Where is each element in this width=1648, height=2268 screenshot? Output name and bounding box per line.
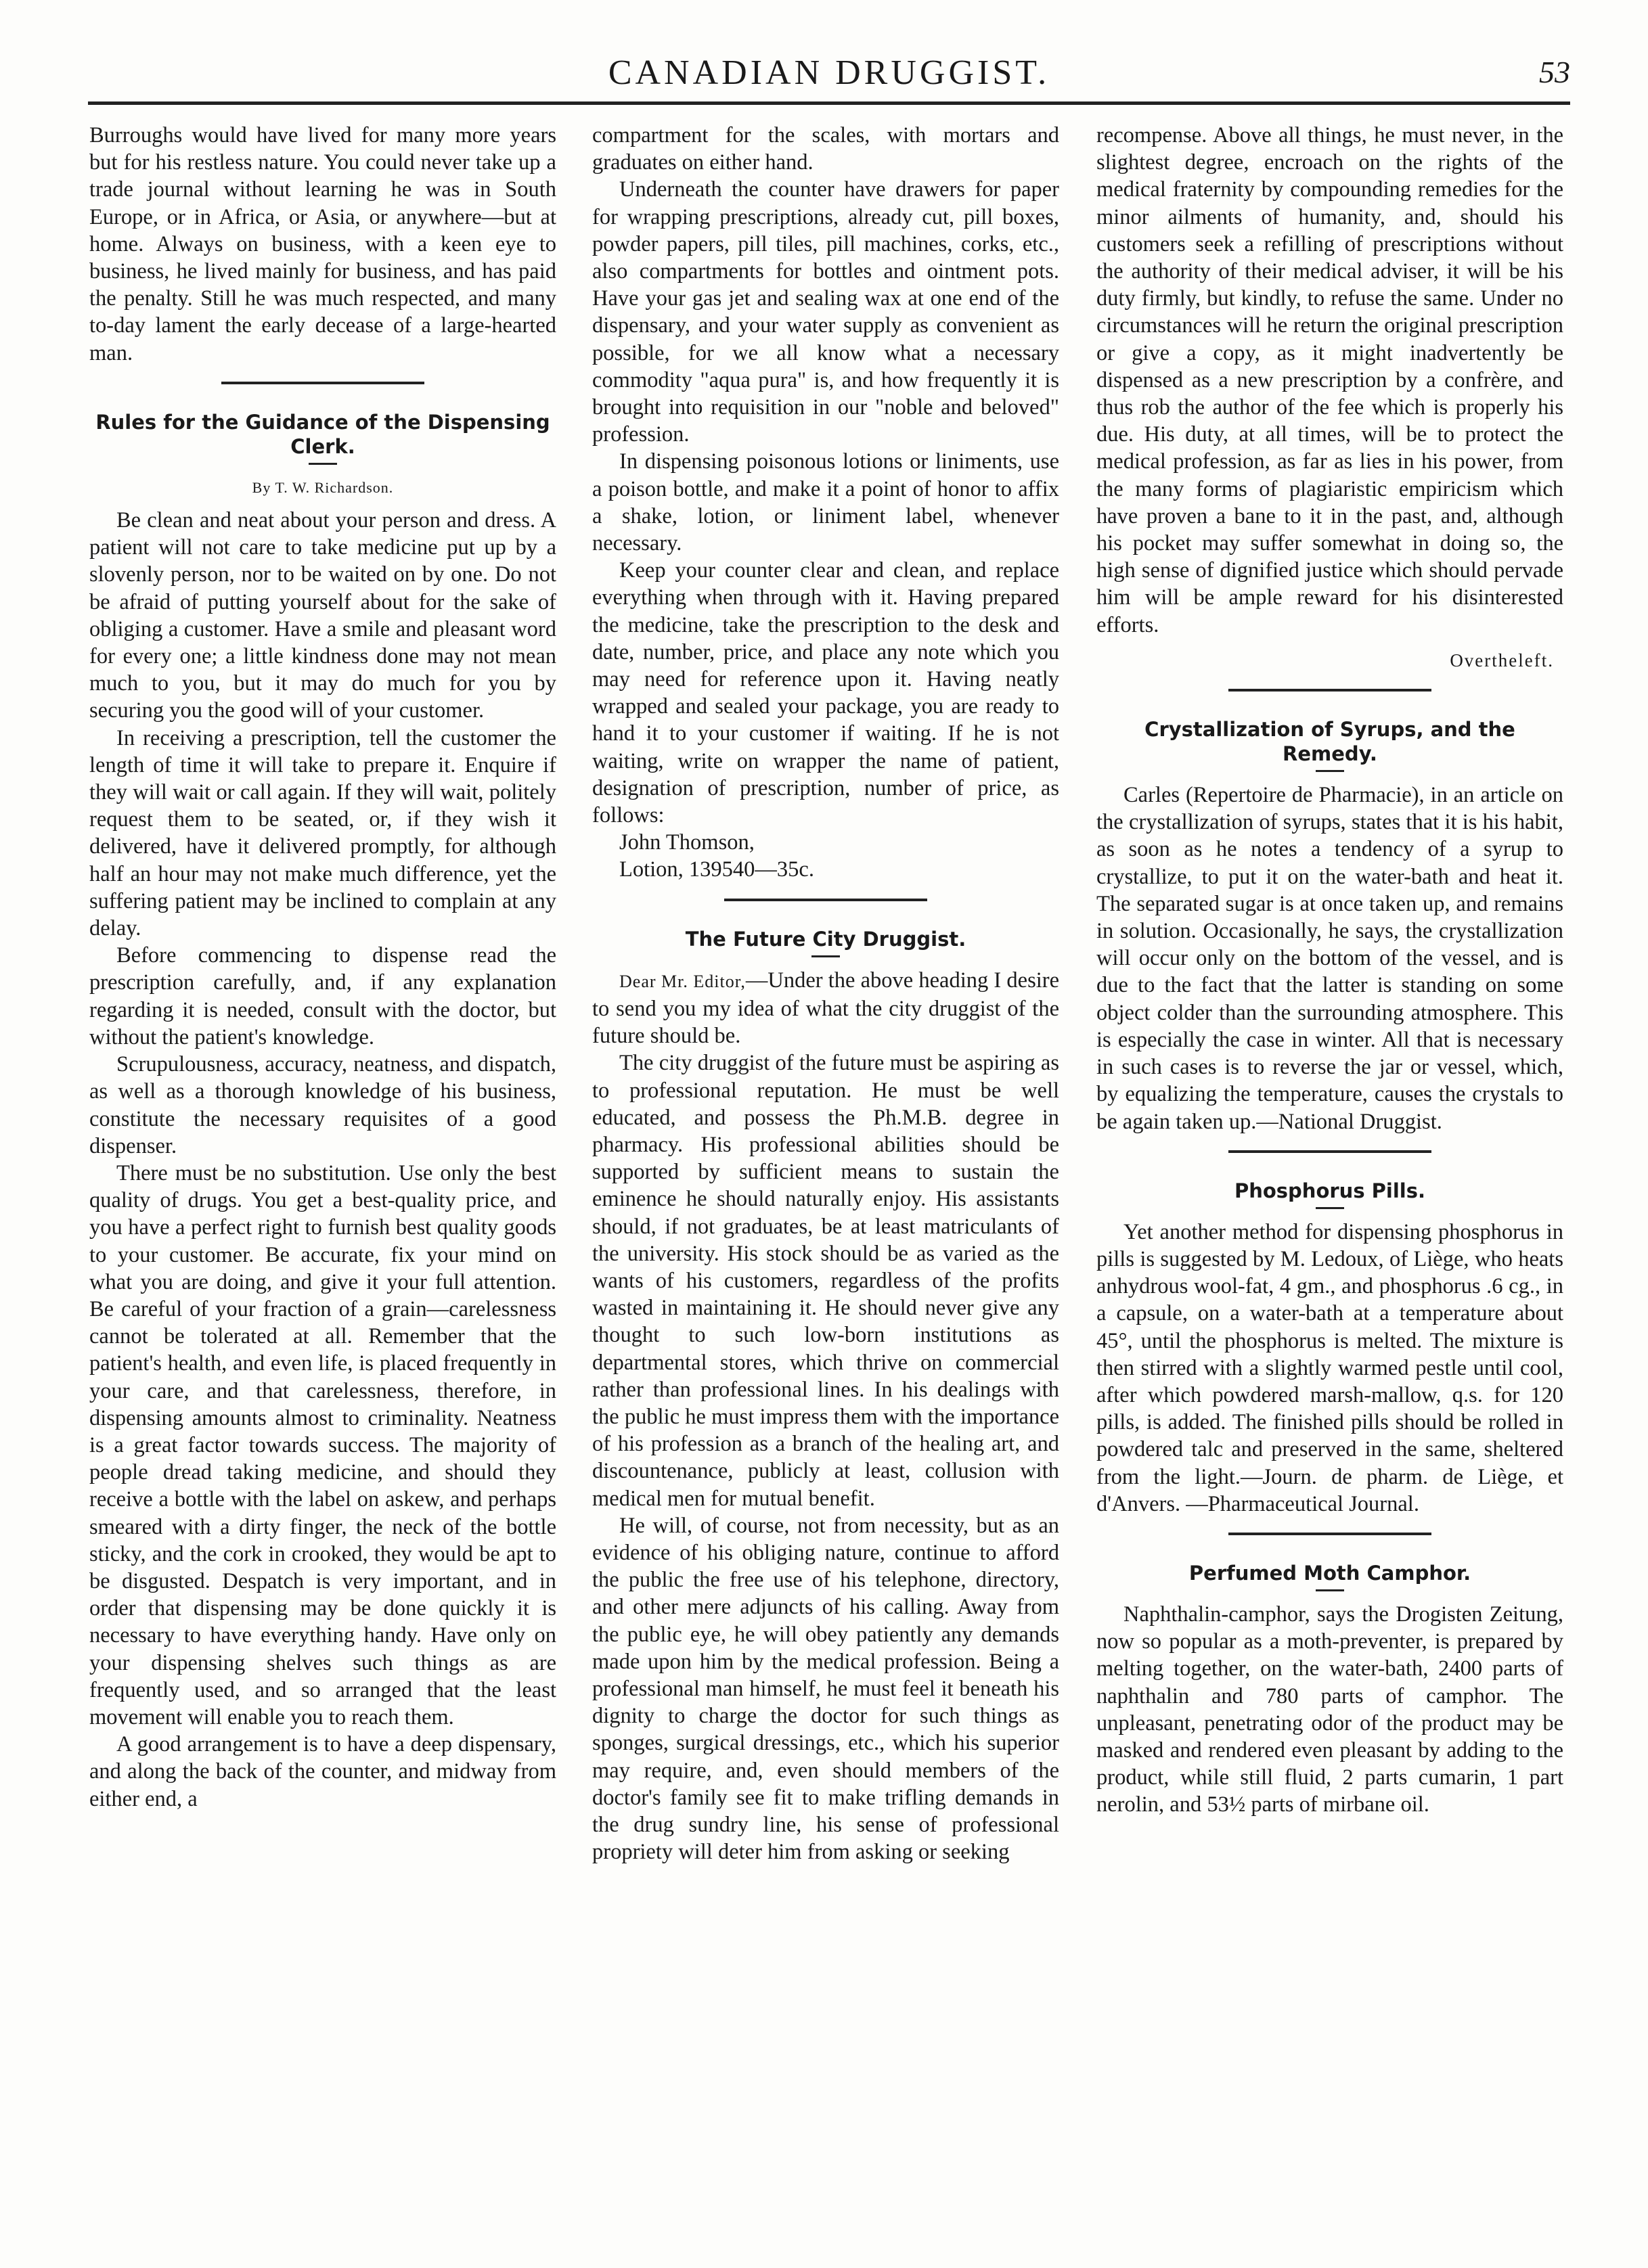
article-paragraph: There must be no substitution. Use only the best quality of drugs. You get a best-quality price, and you have a perfect right to furnish best quality goods to your customer. Be accurate, fix your mind on what you are doing, and give it your full attention. Be careful of your fraction of a grain—carelessness cannot be tolerated at all. Remember that the patient's health, and even life, is placed frequently in your care, and that carelessness, therefore, in dispensing amounts almost to criminality. Neatness is a great factor towards success. The majority of people dread taking medicine, and should they receive a bottle with the label on askew, and perhaps smeared with a dirty finger, the neck of the bottle sticky, and the cork in crooked, they would be apt to be disgusted. Despatch is very important, and in order that dispensing may be done quickly it is necessary to have everything handy. Have only on your dispensing shelves such things as are frequently used, and so arranged that the least movement will enable you to reach them.	[89, 1160, 556, 1729]
heading-dash	[811, 955, 840, 957]
article-paragraph: Before commencing to dispense read the prescription carefully, and, if any explanation regarding it is needed, consult with the doctor, but without the patient's knowledge.	[89, 943, 556, 1049]
article-paragraph: In dispensing poisonous lotions or liniments, use a poison bottle, and make it a point of honor to affix a shake, lotion, or liniment label, whenever necessary.	[592, 449, 1059, 556]
letter-opening-text: —Under the above heading I desire to send you my idea of what the city druggist of the future should be.	[592, 968, 1059, 1049]
obituary-paragraph: Burroughs would have lived for many more years but for his restless nature. You could never take up a trade journal without learning he was in South Europe, or in Africa, or Asia, or anywhere—but at home. Always on business, with a keen eye to business, he lived mainly for business, and has paid the penalty. Still he was much respected, and many to-day lament the early decease of a large-hearted man.	[89, 123, 556, 365]
article-paragraph: Be clean and neat about your person and dress. A patient will not care to take medicine put up by a slovenly person, nor to be waited on by one. Do not be afraid of putting yourself about for the sake of obliging a customer. Have a smile and pleasant word for every one; a little kindness done may not mean much to you, but it may do much for you by securing you the good will of your customer.	[89, 508, 556, 723]
article-paragraph: Yet another method for dispensing phosphorus in pills is suggested by M. Ledoux, of Liège, who heats anhydrous wool-fat, 4 gm., and phosphorus .6 cg., in a capsule, on a water-bath at a temperature about 45°, until the phosphorus is melted. The mixture is then stirred with a slightly warmed pestle until cool, after which powdered marsh-mallow, q.s. for 120 pills, is added. The finished pills should be rolled in powdered talc and preserved in the same, sheltered from the light.—Journ. de pharm. de Liège, et d'Anvers. —Pharmaceutical Journal.	[1096, 1219, 1563, 1516]
heading-dash	[309, 463, 337, 465]
section-divider	[221, 382, 424, 384]
heading-dash	[1316, 1207, 1344, 1209]
article-heading-moth-camphor: Perfumed Moth Camphor.	[1188, 1561, 1471, 1585]
article-byline: By T. W. Richardson.	[252, 478, 394, 496]
page-number: 53	[1539, 55, 1570, 89]
article-heading-phosphorus: Phosphorus Pills.	[1234, 1179, 1426, 1202]
article-paragraph: recompense. Above all things, he must never, in the slightest degree, encroach on the rights of the medical fraternity by compounding remedies for the minor ailments of humanity, and, should his customers seek a refilling of prescriptions without the authority of their medical adviser, it will be his duty firmly, but kindly, to refuse the same. Under no circumstances will he return the original prescription or give a copy, as it might inadvertently be dispensed as a new prescription by a confrère, and thus rob the author of the fee which is properly his due. His duty, at all times, will be to protect the medical profession, as far as lies in his power, from the many forms of plagiaristic empiricism which have proven a bane to it in the past, and, although his pocket may suffer somewhat in doing so, the high sense of dignified justice which should pervade him will be ample reward for his disinterested efforts.	[1096, 123, 1563, 637]
column-2	[592, 122, 1059, 1865]
running-title: CANADIAN DRUGGIST.	[608, 53, 1050, 92]
column-3	[1096, 122, 1563, 1819]
article-paragraph: A good arrangement is to have a deep dispensary, and along the back of the counter, and midway from either end, a	[89, 1732, 556, 1811]
section-divider	[1228, 1533, 1431, 1535]
label-example-code: Lotion, 139540—35c.	[619, 857, 814, 882]
label-example-name: John Thomson,	[619, 830, 755, 855]
page-header	[88, 47, 1570, 105]
article-paragraph: Scrupulousness, accuracy, neatness, and dispatch, as well as a thorough knowledge of his business, constitute the necessary requisites of a good dispenser.	[89, 1052, 556, 1158]
column-1	[89, 122, 556, 1813]
article-paragraph: Carles (Repertoire de Pharmacie), in an article on the crystallization of syrups, states that it is his habit, as soon as he notes a tendency of a syrup to crystallize, to put it on the water-bath and heat it. The separated sugar is at once taken up, and remains in solution. Occasionally, he says, the crystallization will occur only on the bottom of the vessel, and is due to the fact that the latter is standing on some object colder than the surrounding atmosphere. This is especially the case in winter. All that is necessary in such cases is to reverse the jar or vessel, which, by equalizing the temperature, causes the crystals to be again taken up.—National Druggist.	[1096, 783, 1563, 1134]
section-divider	[1228, 1150, 1431, 1153]
section-divider	[724, 899, 927, 901]
heading-dash	[1316, 770, 1344, 772]
article-paragraph: Keep your counter clear and clean, and replace everything when through with it. Having prepared the medicine, take the prescription to the desk and date, number, price, and place any note which you may need for reference upon it. Having neatly wrapped and sealed your package, you are ready to hand it to your customer if waiting. If he is not waiting, write on wrapper the name of patient, designation of prescription, number of price, as follows:	[592, 558, 1059, 828]
article-paragraph: The city druggist of the future must be aspiring as to professional reputation. He must be well educated, and possess the Ph.M.B. degree in pharmacy. His professional abilities should be supported by sufficient means to sustain the eminence he should naturally enjoy. His assistants should, if not graduates, be at least matriculants of the university. His stock should be as varied as the wants of his customers, regardless of the profits wasted in maintaining it. He should never give any thought to such low-born institutions as departmental stores, which thrive on commercial rather than professional lines. In his dealings with the public he must impress them with the importance of his profession as a branch of the healing art, and discountenance, publicly at least, collusion with medical men for mutual benefit.	[592, 1051, 1059, 1511]
letter-salutation: Dear Mr. Editor,	[619, 971, 746, 991]
article-paragraph: compartment for the scales, with mortars and graduates on either hand.	[592, 123, 1059, 175]
article-paragraph: Naphthalin-camphor, says the Drogisten Zeitung, now so popular as a moth-preventer, is prepared by melting together, on the water-bath, 2400 parts of naphthalin and 780 parts of camphor. The unpleasant, penetrating odor of the product may be masked and rendered even pleasant by adding to the product, while still fluid, 2 parts cumarin, 1 part nerolin, and 53½ parts of mirbane oil.	[1096, 1602, 1563, 1817]
article-paragraph: Underneath the counter have drawers for paper for wrapping prescriptions, already cut, pill boxes, powder papers, pill tiles, pill machines, corks, etc., also compartments for bottles and ointment pots. Have your gas jet and sealing wax at one end of the dispensary, and your water supply as convenient as possible, for we all know what a necessary commodity "aqua pura" is, and how frequently it is brought into requisition in our "noble and beloved" profession.	[592, 177, 1059, 447]
article-heading-crystallization: Crystallization of Syrups, and the Remedy.	[1144, 718, 1515, 766]
letter-signature: Overtheleft.	[1450, 650, 1554, 671]
article-paragraph: In receiving a prescription, tell the customer the length of time it will take to prepare it. Enquire if they will wait or call again. If they will wait, politely request them to be seated, or, if they wish it delivered, have it delivered promptly, for although half an hour may not make much difference, yet the suffering patient may be inclined to complain at any delay.	[89, 725, 556, 941]
section-divider	[1228, 689, 1431, 691]
article-heading-future-druggist: The Future City Druggist.	[685, 927, 966, 951]
article-heading-rules: Rules for the Guidance of the Dispensing Clerk.	[95, 410, 550, 458]
letter-opening-paragraph	[592, 967, 1059, 1050]
article-paragraph: He will, of course, not from necessity, but as an evidence of his obliging nature, continue to afford the public the free use of his telephone, directory, and other mere adjuncts of his calling. Away from the public eye, he will obey patiently any demands made upon him by the medical profession. Being a professional man himself, he must feel it beneath his dignity to charge the doctor for such things as sponges, surgical dressings, etc., which his superior may require, and, even should members of the doctor's family see fit to make trifling demands in the drug sundry line, his sense of professional propriety will deter him from asking or seeking	[592, 1513, 1059, 1865]
heading-dash	[1316, 1589, 1344, 1591]
